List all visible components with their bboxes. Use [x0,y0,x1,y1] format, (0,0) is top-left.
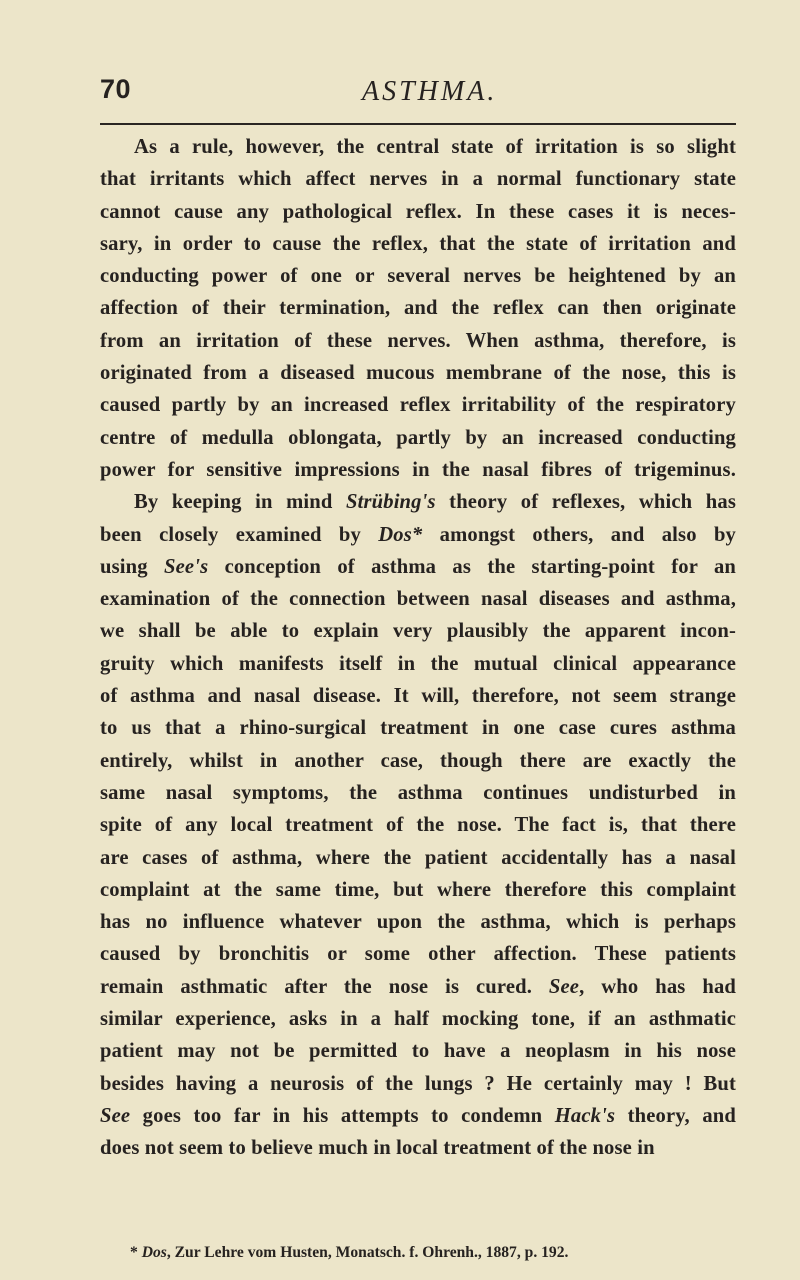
text-line: sary, in order to cause the reflex, that the state of irritation and [100,232,736,255]
page-number: 70 [100,74,132,104]
text-line: has no influence whatever upon the asthma, which is perhaps [100,911,736,934]
text-line: cannot cause any pathological reflex. In these cases it is neces- [100,200,736,223]
footnote [130,1244,750,1262]
text-line: complaint at the same time, but where therefore this complaint [100,878,736,901]
text-line: that irritants which affect nerves in a normal functionary state [100,168,736,191]
header-rule [100,123,736,125]
text-run: theory of reflexes, which has [435,491,737,514]
text-run: By keeping in mind [134,491,346,514]
text-line: originated from a diseased mucous membrane of the nose, this is [100,362,736,385]
text-line: caused by bronchitis or some other affection. These patients [100,943,736,966]
text-run: been closely examined by [100,523,379,546]
text-line [100,486,736,518]
text-run: conception of asthma as the starting-point for an [208,555,736,578]
text-line: centre of medulla oblongata, partly by an increased conducting [100,426,736,449]
text-line: to us that a rhino-surgical treatment in one case cures asthma [100,717,736,740]
text-line: of asthma and nasal disease. It will, therefore, not seem strange [100,685,736,708]
italic-name: Hack's [554,1104,616,1127]
footnote-text: , Zur Lehre vom Husten, Monatsch. f. Ohrenh., 1887, p. 192. [166,1244,569,1261]
page-header [100,74,740,114]
text-run: goes too far in his attempts to condemn [130,1104,555,1127]
text-line: from an irritation of these nerves. When asthma, therefore, is [100,329,736,352]
body-text [100,131,736,1165]
footnote-author: Dos [141,1244,167,1261]
text-line: spite of any local treatment of the nose. The fact is, that there [100,814,736,837]
italic-name: See's [164,555,209,578]
text-run: remain asthmatic after the nose is cured. [100,975,549,998]
text-line: does not seem to believe much in local treatment of the nose in [100,1137,655,1160]
text-line: besides having a neurosis of the lungs ? He certainly may ! But [100,1072,736,1095]
text-line: affection of their termination, and the reflex can then originate [100,297,736,320]
text-line: patient may not be permitted to have a neoplasm in his nose [100,1040,736,1063]
text-line [100,519,736,551]
text-run: theory, and [615,1104,736,1127]
text-line: are cases of asthma, where the patient accidentally has a nasal [100,846,736,869]
running-title: ASTHMA. [362,76,498,107]
text-line [100,971,736,1003]
text-line: we shall be able to explain very plausibly the apparent incon- [100,620,736,643]
italic-name: See [100,1104,131,1127]
text-line: similar experience, asks in a half mocking tone, if an asthmatic [100,1008,736,1031]
text-line: gruity which manifests itself in the mutual clinical appearance [100,652,736,675]
text-line: power for sensitive impressions in the nasal fibres of trigeminus. [100,458,736,481]
text-run: amongst others, and also by [422,523,736,546]
text-line: caused partly by an increased reflex irritability of the respiratory [100,394,736,417]
text-line: As a rule, however, the central state of irritation is so slight [134,136,736,158]
italic-name: Dos* [378,523,423,546]
italic-name: Strübing's [346,491,436,514]
text-line: same nasal symptoms, the asthma continues undisturbed in [100,781,736,804]
footnote-marker: * [130,1244,142,1261]
text-line [100,551,736,583]
text-line: examination of the connection between nasal diseases and asthma, [100,588,736,611]
italic-name: See [548,975,580,998]
text-line: conducting power of one or several nerves be heightened by an [100,265,736,288]
text-line [100,1100,736,1132]
text-run: using [100,555,165,578]
text-line: entirely, whilst in another case, though there are exactly the [100,749,736,772]
text-run: , who has had [579,975,736,998]
